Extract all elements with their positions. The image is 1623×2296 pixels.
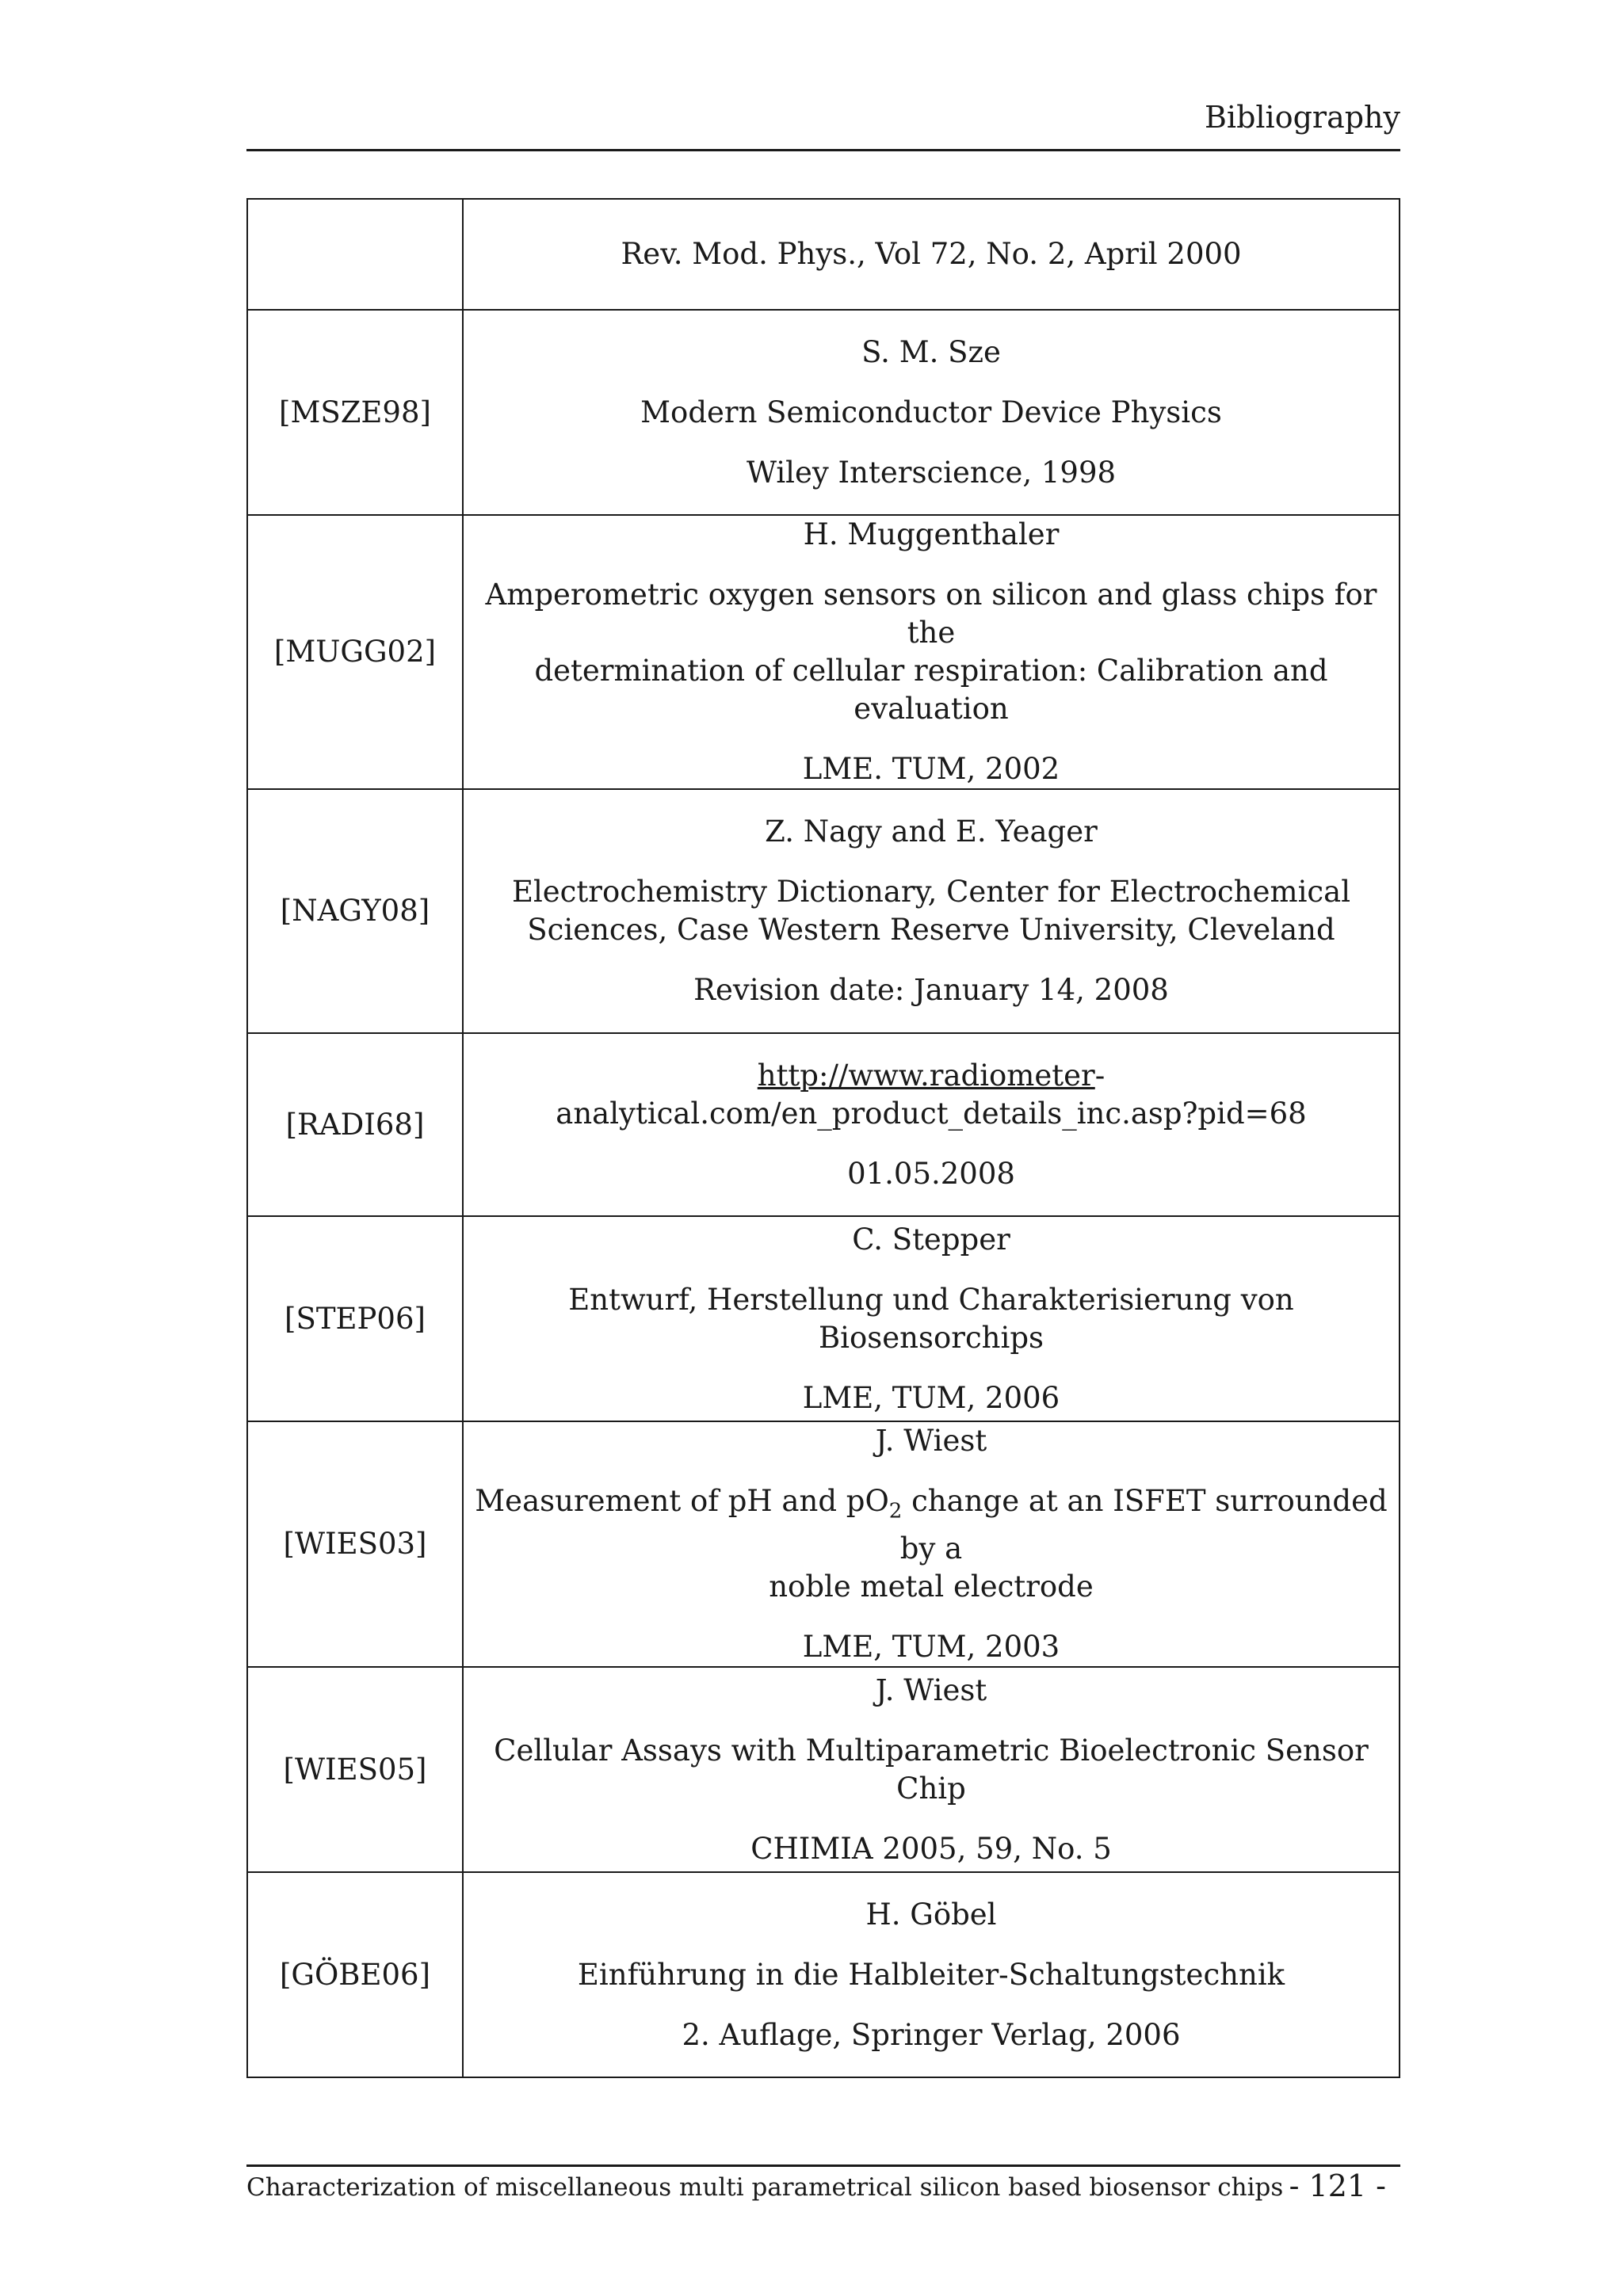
reference-key <box>247 199 463 310</box>
page-number: - 121 - <box>1289 2168 1386 2203</box>
table-row <box>247 1667 1400 1872</box>
reference-key: [MUGG02] <box>247 515 463 789</box>
table-row <box>247 310 1400 515</box>
title-text: Measurement of pH and pO <box>475 1484 889 1518</box>
reference-title: Cellular Assays with Multiparametric Bioelectronic Sensor Chip <box>494 1733 1369 1806</box>
table-row <box>247 1216 1400 1421</box>
reference-title-line: Sciences, Case Western Reserve University, Cleveland <box>527 913 1335 947</box>
reference-details <box>463 789 1400 1033</box>
reference-authors: Z. Nagy and E. Yeager <box>765 814 1098 849</box>
reference-source: Wiley Interscience, 1998 <box>746 455 1117 490</box>
reference-details <box>463 1033 1400 1216</box>
reference-authors: J. Wiest <box>875 1672 987 1707</box>
reference-title-line <box>472 1482 1391 1568</box>
reference-title-line: noble metal electrode <box>769 1569 1094 1604</box>
reference-source: CHIMIA 2005, 59, No. 5 <box>750 1831 1112 1866</box>
table-row <box>247 789 1400 1033</box>
reference-title-line: Electrochemistry Dictionary, Center for Electrochemical <box>511 875 1351 909</box>
reference-details <box>463 1872 1400 2077</box>
reference-authors: S. M. Sze <box>861 334 1001 369</box>
reference-source: 01.05.2008 <box>847 1156 1015 1191</box>
reference-key: [WIES05] <box>247 1667 463 1872</box>
url-hyphen: - <box>1094 1058 1106 1093</box>
reference-authors: H. Muggenthaler <box>803 517 1060 551</box>
reference-key: [RADI68] <box>247 1033 463 1216</box>
reference-details <box>463 199 1400 310</box>
table-row <box>247 1872 1400 2077</box>
reference-source: LME, TUM, 2006 <box>802 1380 1060 1415</box>
title-text: change at an ISFET surrounded by a <box>899 1484 1388 1566</box>
bibliography-table <box>246 198 1400 2078</box>
page-footer <box>246 2164 1400 2203</box>
footer-text: Characterization of miscellaneous multi parametrical silicon based biosensor chips <box>246 2173 1284 2202</box>
reference-url-line: analytical.com/en_product_details_inc.asp?pid=68 <box>556 1096 1307 1131</box>
reference-title-line: determination of cellular respiration: Calibration and evaluation <box>534 654 1328 726</box>
page-header <box>246 93 1400 151</box>
subscript-text: 2 <box>888 1499 903 1524</box>
reference-authors: J. Wiest <box>875 1424 987 1458</box>
reference-title-line: Amperometric oxygen sensors on silicon and glass chips for the <box>485 578 1377 650</box>
reference-title: Entwurf, Herstellung und Charakterisierung von Biosensorchips <box>568 1282 1294 1355</box>
reference-details <box>463 1421 1400 1667</box>
reference-title: Modern Semiconductor Device Physics <box>640 395 1222 429</box>
table-row <box>247 1421 1400 1667</box>
reference-url-line <box>472 1057 1391 1095</box>
table-row <box>247 199 1400 310</box>
reference-authors: H. Göbel <box>865 1897 997 1932</box>
reference-key: [MSZE98] <box>247 310 463 515</box>
reference-key: [GÖBE06] <box>247 1872 463 2077</box>
reference-source: LME. TUM, 2002 <box>802 752 1060 786</box>
reference-details <box>463 515 1400 789</box>
reference-key: [WIES03] <box>247 1421 463 1667</box>
reference-key: [NAGY08] <box>247 789 463 1033</box>
reference-source: Revision date: January 14, 2008 <box>693 973 1169 1007</box>
reference-source: 2. Auflage, Springer Verlag, 2006 <box>682 2017 1181 2052</box>
reference-details <box>463 1216 1400 1421</box>
table-row <box>247 1033 1400 1216</box>
reference-url-link[interactable]: http://www.radiometer <box>757 1058 1095 1093</box>
continuation-line: Rev. Mod. Phys., Vol 72, No. 2, April 2000 <box>621 237 1242 271</box>
header-title: Bibliography <box>1205 100 1400 135</box>
table-row <box>247 515 1400 789</box>
reference-details <box>463 310 1400 515</box>
reference-source: LME, TUM, 2003 <box>802 1630 1060 1665</box>
reference-key: [STEP06] <box>247 1216 463 1421</box>
reference-title: Einführung in die Halbleiter-Schaltungstechnik <box>577 1957 1285 1992</box>
reference-authors: C. Stepper <box>852 1222 1010 1257</box>
reference-details <box>463 1667 1400 1872</box>
